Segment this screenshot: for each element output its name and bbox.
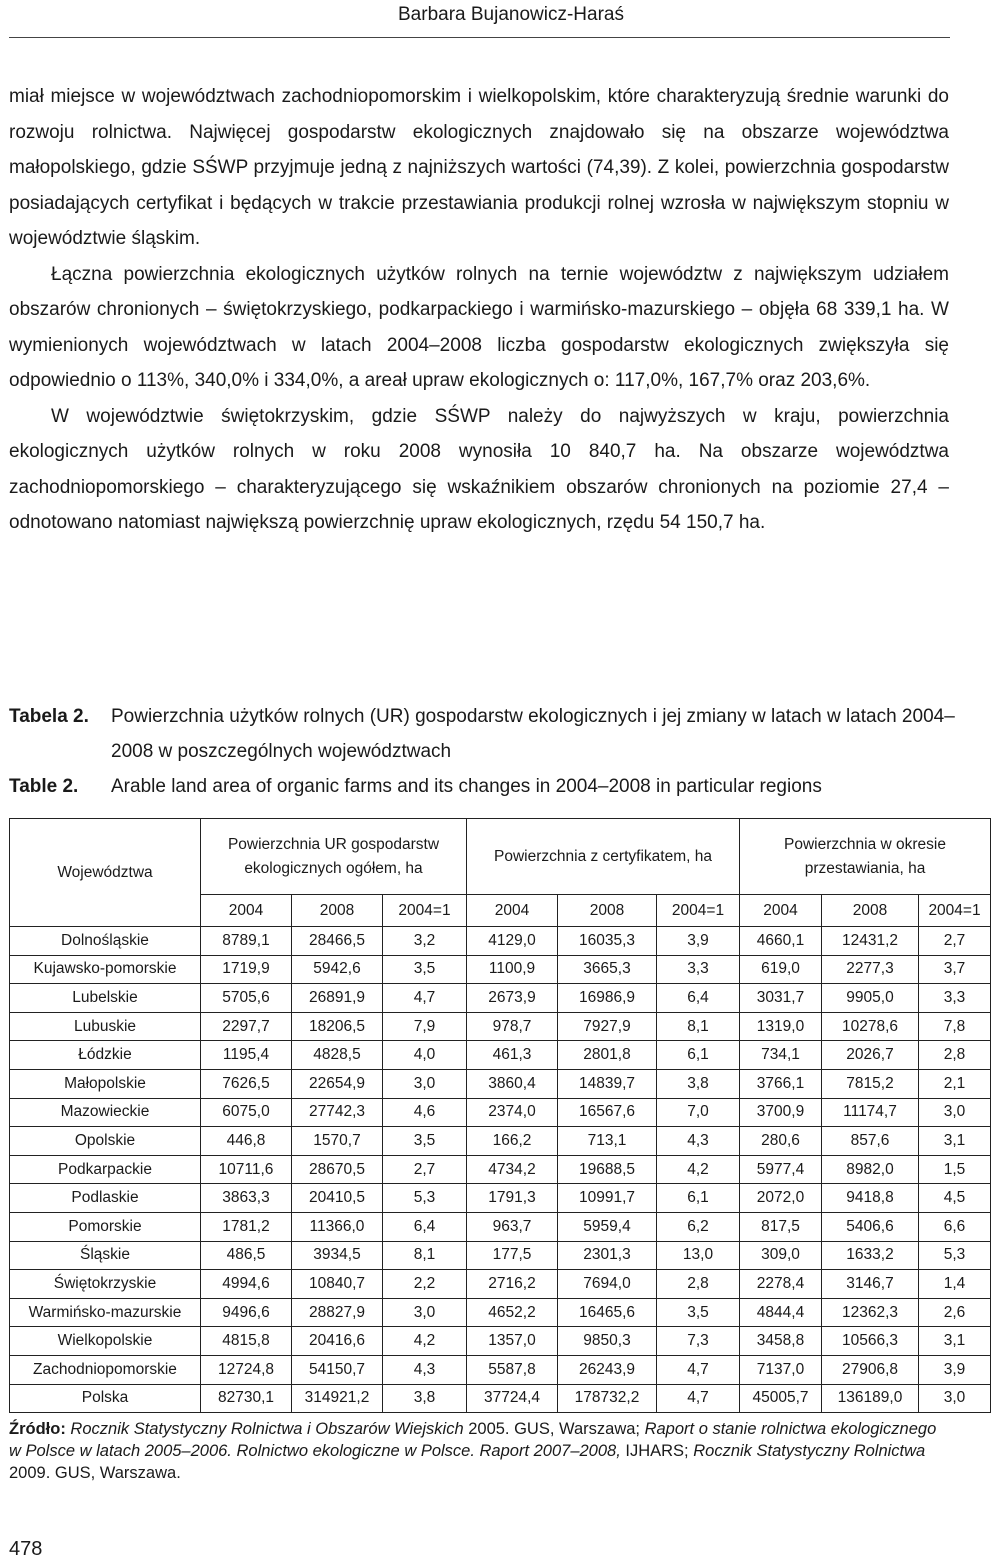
paragraph-3: W województwie świętokrzyskim, gdzie SŚWP należy do najwyższych w kraju, powierzchnia ekologicznych użytków rolnych w roku 2008 wynosiła 10 840,7 ha. Na obszarze województwa zachodniopomorskiego – charakteryzującego się wskaźnikiem obszarów chronionych na poziomie 27,4 – odnotowano natomiast największą powierzchnię upraw ekologicznych, rzędu 54 150,7 ha.	[9, 405, 949, 533]
table-cell: 28466,5	[292, 927, 383, 956]
header-region: Województwa	[10, 819, 201, 927]
table-cell: 1,4	[919, 1270, 991, 1299]
table-cell: 5,3	[919, 1241, 991, 1270]
table-cell: 54150,7	[292, 1355, 383, 1384]
subheader-cell: 2008	[822, 895, 919, 927]
region-name: Podkarpackie	[10, 1155, 201, 1184]
table-cell: 5942,6	[292, 955, 383, 984]
table-row	[10, 1184, 991, 1213]
table-cell: 5587,8	[467, 1355, 558, 1384]
table-cell: 27906,8	[822, 1355, 919, 1384]
table-cell: 2026,7	[822, 1041, 919, 1070]
table-cell: 3860,4	[467, 1069, 558, 1098]
table-cell: 16567,6	[558, 1098, 657, 1127]
source-note	[9, 1418, 939, 1484]
region-name: Mazowieckie	[10, 1098, 201, 1127]
region-name: Lubelskie	[10, 984, 201, 1013]
table-cell: 3,0	[919, 1384, 991, 1413]
paragraph-2: Łączna powierzchnia ekologicznych użytków rolnych na ternie województw z największym udziałem obszarów chronionych – świętokrzyskiego, podkarpackiego i warmińsko-mazurskiego – objęła 68 339,1 ha. W wymienionych województwach w latach 2004–2008 liczba gospodarstw ekologicznych zwiększyła się odpowiednio o 113%, 340,0% i 334,0%, a areał upraw ekologicznych o: 117,0%, 167,7% oraz 203,6%.	[9, 263, 949, 391]
table-row	[10, 1127, 991, 1156]
table-caption-pl	[9, 699, 959, 769]
table-row	[10, 1298, 991, 1327]
header-rule	[9, 37, 950, 38]
table-cell: 3,1	[919, 1327, 991, 1356]
table-row	[10, 1098, 991, 1127]
table-cell: 461,3	[467, 1041, 558, 1070]
table-cell: 6,2	[657, 1212, 740, 1241]
table-cell: 3,5	[657, 1298, 740, 1327]
table-cell: 9905,0	[822, 984, 919, 1013]
region-name: Łódzkie	[10, 1041, 201, 1070]
header-certified-area: Powierzchnia z certyfikatem, ha	[467, 819, 740, 895]
table-cell: 4129,0	[467, 927, 558, 956]
subheader-cell: 2004=1	[657, 895, 740, 927]
running-header: Barbara Bujanowicz-Haraś	[398, 4, 624, 25]
table-cell: 4,2	[383, 1327, 467, 1356]
table-cell: 4652,2	[467, 1298, 558, 1327]
table-cell: 28827,9	[292, 1298, 383, 1327]
table-cell: 1100,9	[467, 955, 558, 984]
table-cell: 3863,3	[201, 1184, 292, 1213]
region-name: Opolskie	[10, 1127, 201, 1156]
table-cell: 9418,8	[822, 1184, 919, 1213]
table-cell: 3,0	[383, 1298, 467, 1327]
table-cell: 26891,9	[292, 984, 383, 1013]
table-cell: 4844,4	[740, 1298, 822, 1327]
table-cell: 5959,4	[558, 1212, 657, 1241]
table-cell: 446,8	[201, 1127, 292, 1156]
table-cell: 16035,3	[558, 927, 657, 956]
region-name: Pomorskie	[10, 1212, 201, 1241]
table-cell: 2277,3	[822, 955, 919, 984]
table-cell: 166,2	[467, 1127, 558, 1156]
subheader-cell: 2008	[292, 895, 383, 927]
table-row	[10, 984, 991, 1013]
header-total-area: Powierzchnia UR gospodarstw ekologicznych ogółem, ha	[201, 819, 467, 895]
table-cell: 11174,7	[822, 1098, 919, 1127]
table-row	[10, 1012, 991, 1041]
table-cell: 177,5	[467, 1241, 558, 1270]
table-cell: 7694,0	[558, 1270, 657, 1299]
table-cell: 9850,3	[558, 1327, 657, 1356]
table-cell: 309,0	[740, 1241, 822, 1270]
table-cell: 2,7	[383, 1155, 467, 1184]
table-cell: 28670,5	[292, 1155, 383, 1184]
table-cell: 13,0	[657, 1241, 740, 1270]
table-row	[10, 927, 991, 956]
table-cell: 6,4	[657, 984, 740, 1013]
table-row	[10, 1241, 991, 1270]
table-cell: 2072,0	[740, 1184, 822, 1213]
table-cell: 12431,2	[822, 927, 919, 956]
body-text	[9, 79, 949, 541]
table-cell: 3934,5	[292, 1241, 383, 1270]
region-name: Polska	[10, 1384, 201, 1413]
table-cell: 314921,2	[292, 1384, 383, 1413]
table-cell: 1633,2	[822, 1241, 919, 1270]
table-cell: 2,2	[383, 1270, 467, 1299]
table-cell: 3146,7	[822, 1270, 919, 1299]
table-caption-en	[9, 769, 959, 804]
table-cell: 3,3	[657, 955, 740, 984]
region-name: Zachodniopomorskie	[10, 1355, 201, 1384]
table-cell: 3,5	[383, 955, 467, 984]
region-name: Małopolskie	[10, 1069, 201, 1098]
table-cell: 7137,0	[740, 1355, 822, 1384]
table-cell: 12724,8	[201, 1355, 292, 1384]
source-text: IJHARS;	[620, 1442, 694, 1460]
table-cell: 2,7	[919, 927, 991, 956]
table-cell: 4,0	[383, 1041, 467, 1070]
table-cell: 12362,3	[822, 1298, 919, 1327]
table-cell: 3,9	[919, 1355, 991, 1384]
table-cell: 178732,2	[558, 1384, 657, 1413]
table-cell: 3766,1	[740, 1069, 822, 1098]
table-cell: 2,8	[657, 1270, 740, 1299]
table-cell: 2801,8	[558, 1041, 657, 1070]
table-cell: 27742,3	[292, 1098, 383, 1127]
table-cell: 7815,2	[822, 1069, 919, 1098]
table-cell: 4660,1	[740, 927, 822, 956]
table-cell: 45005,7	[740, 1384, 822, 1413]
region-name: Warmińsko-mazurskie	[10, 1298, 201, 1327]
table-cell: 6075,0	[201, 1098, 292, 1127]
table-cell: 5705,6	[201, 984, 292, 1013]
table-cell: 3665,3	[558, 955, 657, 984]
table-row	[10, 1355, 991, 1384]
table-cell: 857,6	[822, 1127, 919, 1156]
table-cell: 2,1	[919, 1069, 991, 1098]
table-cell: 280,6	[740, 1127, 822, 1156]
table-cell: 4,3	[383, 1355, 467, 1384]
table-cell: 3,5	[383, 1127, 467, 1156]
table-cell: 3,8	[657, 1069, 740, 1098]
table-cell: 1319,0	[740, 1012, 822, 1041]
table-cell: 3,8	[383, 1384, 467, 1413]
table-cell: 8982,0	[822, 1155, 919, 1184]
table-cell: 18206,5	[292, 1012, 383, 1041]
page-number: 478	[9, 1538, 43, 1560]
caption-text-en: Arable land area of organic farms and its changes in 2004–2008 in particular regions	[111, 776, 822, 797]
table-cell: 1781,2	[201, 1212, 292, 1241]
source-label: Źródło:	[9, 1420, 66, 1438]
table-cell: 22654,9	[292, 1069, 383, 1098]
table-cell: 7,3	[657, 1327, 740, 1356]
table-row	[10, 1041, 991, 1070]
table-cell: 1,5	[919, 1155, 991, 1184]
header-conversion-area: Powierzchnia w okresie przestawiania, ha	[740, 819, 991, 895]
table-cell: 1570,7	[292, 1127, 383, 1156]
table-cell: 4828,5	[292, 1041, 383, 1070]
table-cell: 713,1	[558, 1127, 657, 1156]
table-cell: 1357,0	[467, 1327, 558, 1356]
table-cell: 2673,9	[467, 984, 558, 1013]
table-row	[10, 1327, 991, 1356]
table-cell: 10711,6	[201, 1155, 292, 1184]
table-cell: 1791,3	[467, 1184, 558, 1213]
region-name: Dolnośląskie	[10, 927, 201, 956]
table-cell: 4,7	[657, 1384, 740, 1413]
table-cell: 4,2	[657, 1155, 740, 1184]
table-cell: 1195,4	[201, 1041, 292, 1070]
table-cell: 16986,9	[558, 984, 657, 1013]
source-text: Raport o stanie rolnictwa ekologicznego w Polsce w latach 2005–2006. Rolnictwo ekologiczne w Polsce. Raport 2007–2008,	[9, 1420, 937, 1460]
source-text: 2009. GUS, Warszawa.	[9, 1464, 181, 1482]
table-cell: 10840,7	[292, 1270, 383, 1299]
table-row	[10, 1212, 991, 1241]
table-cell: 3,1	[919, 1127, 991, 1156]
table-cell: 4994,6	[201, 1270, 292, 1299]
table-row	[10, 1384, 991, 1413]
table-row	[10, 1270, 991, 1299]
table-row	[10, 1069, 991, 1098]
region-name: Podlaskie	[10, 1184, 201, 1213]
table-cell: 2278,4	[740, 1270, 822, 1299]
table-cell: 3700,9	[740, 1098, 822, 1127]
table-cell: 963,7	[467, 1212, 558, 1241]
table-cell: 14839,7	[558, 1069, 657, 1098]
table-cell: 2374,0	[467, 1098, 558, 1127]
table-cell: 5406,6	[822, 1212, 919, 1241]
source-text: Rocznik Statystyczny Rolnictwa	[693, 1442, 926, 1460]
table-cell: 734,1	[740, 1041, 822, 1070]
subheader-cell: 2004=1	[383, 895, 467, 927]
table-cell: 10991,7	[558, 1184, 657, 1213]
table-cell: 978,7	[467, 1012, 558, 1041]
source-text: Rocznik Statystyczny Rolnictwa i Obszarów Wiejskich	[70, 1420, 464, 1438]
table-cell: 5,3	[383, 1184, 467, 1213]
table-cell: 2716,2	[467, 1270, 558, 1299]
table-cell: 4815,8	[201, 1327, 292, 1356]
table-cell: 7,9	[383, 1012, 467, 1041]
table-cell: 3,7	[919, 955, 991, 984]
table-cell: 486,5	[201, 1241, 292, 1270]
table-cell: 3,9	[657, 927, 740, 956]
table-cell: 817,5	[740, 1212, 822, 1241]
table-cell: 3,2	[383, 927, 467, 956]
table-cell: 19688,5	[558, 1155, 657, 1184]
caption-text-pl: Powierzchnia użytków rolnych (UR) gospodarstw ekologicznych i jej zmiany w latach w latach 2004–2008 w poszczególnych województwach	[111, 706, 955, 762]
data-table	[9, 818, 991, 1413]
source-text: 2005. GUS, Warszawa;	[463, 1420, 645, 1438]
table-cell: 136189,0	[822, 1384, 919, 1413]
table-cell: 37724,4	[467, 1384, 558, 1413]
subheader-cell: 2004	[201, 895, 292, 927]
table-cell: 4,5	[919, 1184, 991, 1213]
table-cell: 7927,9	[558, 1012, 657, 1041]
region-name: Świętokrzyskie	[10, 1270, 201, 1299]
table-row	[10, 955, 991, 984]
table-row	[10, 1155, 991, 1184]
table-cell: 4734,2	[467, 1155, 558, 1184]
table-cell: 82730,1	[201, 1384, 292, 1413]
table-cell: 6,6	[919, 1212, 991, 1241]
table-cell: 26243,9	[558, 1355, 657, 1384]
table-cell: 20416,6	[292, 1327, 383, 1356]
table-cell: 10566,3	[822, 1327, 919, 1356]
region-name: Wielkopolskie	[10, 1327, 201, 1356]
table-cell: 11366,0	[292, 1212, 383, 1241]
table-cell: 2,6	[919, 1298, 991, 1327]
table-cell: 16465,6	[558, 1298, 657, 1327]
table-cell: 619,0	[740, 955, 822, 984]
table-cell: 7,8	[919, 1012, 991, 1041]
table-cell: 10278,6	[822, 1012, 919, 1041]
region-name: Śląskie	[10, 1241, 201, 1270]
table-cell: 8,1	[657, 1012, 740, 1041]
subheader-cell: 2004	[740, 895, 822, 927]
table-cell: 9496,6	[201, 1298, 292, 1327]
table-cell: 3,3	[919, 984, 991, 1013]
table-cell: 1719,9	[201, 955, 292, 984]
table-cell: 6,1	[657, 1184, 740, 1213]
paragraph-1: miał miejsce w województwach zachodniopomorskim i wielkopolskim, które charakteryzują średnie warunki do rozwoju rolnictwa. Najwięcej gospodarstw ekologicznych znajdowało się na obszarze województwa małopolskiego, gdzie SŚWP przyjmuje jedną z najniższych wartości (74,39). Z kolei, powierzchnia gospodarstw posiadających certyfikat i będących w trakcie przestawiania produkcji rolnej wzrosła w największym stopniu w województwie śląskim.	[9, 86, 949, 249]
table-cell: 7,0	[657, 1098, 740, 1127]
table-cell: 5977,4	[740, 1155, 822, 1184]
table-cell: 4,7	[657, 1355, 740, 1384]
caption-label-pl: Tabela 2.	[9, 706, 89, 727]
table-cell: 7626,5	[201, 1069, 292, 1098]
subheader-cell: 2004=1	[919, 895, 991, 927]
region-name: Lubuskie	[10, 1012, 201, 1041]
table-cell: 6,4	[383, 1212, 467, 1241]
table-cell: 2301,3	[558, 1241, 657, 1270]
region-name: Kujawsko-pomorskie	[10, 955, 201, 984]
table-cell: 3458,8	[740, 1327, 822, 1356]
caption-label-en: Table 2.	[9, 776, 79, 797]
table-cell: 4,3	[657, 1127, 740, 1156]
subheader-cell: 2004	[467, 895, 558, 927]
table-cell: 6,1	[657, 1041, 740, 1070]
table-cell: 4,6	[383, 1098, 467, 1127]
subheader-cell: 2008	[558, 895, 657, 927]
table-cell: 2,8	[919, 1041, 991, 1070]
table-cell: 2297,7	[201, 1012, 292, 1041]
table-cell: 3,0	[383, 1069, 467, 1098]
table-cell: 8,1	[383, 1241, 467, 1270]
table-cell: 20410,5	[292, 1184, 383, 1213]
table-cell: 4,7	[383, 984, 467, 1013]
table-cell: 8789,1	[201, 927, 292, 956]
table-cell: 3,0	[919, 1098, 991, 1127]
table-cell: 3031,7	[740, 984, 822, 1013]
